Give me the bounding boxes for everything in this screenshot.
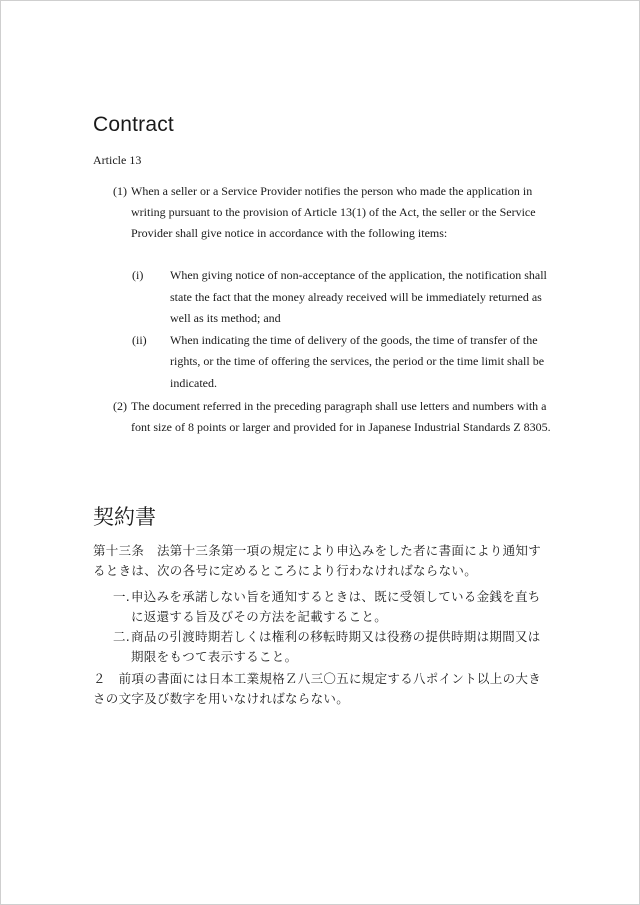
paragraph-1-number: (1) (113, 184, 127, 198)
item-number: 二. (113, 629, 131, 644)
item-list (132, 265, 562, 394)
list-item (132, 330, 562, 395)
japanese-article-text: 第十三条 法第十三条第一項の規定により申込みをした者に書面により通知するときは、次の各号に定めるところにより行わなければならない。 (93, 543, 542, 578)
article-label: Article 13 (93, 153, 142, 167)
item-text: When indicating the time of delivery of the goods, the time of transfer of the rights, or the time of offering the services, the period or the time limit shall be indicated. (170, 332, 545, 390)
list-item (132, 265, 562, 330)
japanese-paragraph-2: ２ 前項の書面には日本工業規格Ｚ八三〇五に規定する八ポイント以上の大きさの文字及び数字を用いなければならない。 (93, 671, 542, 706)
paragraph-2 (113, 396, 563, 438)
item-text: When giving notice of non-acceptance of the application, the notification shall state the fact that the money already received will be immediately returned as well as its method; and (170, 268, 547, 325)
item-text: 申込みを承諾しない旨を通知するときは、既に受領している金銭を直ちに返還する旨及びその方法を記載すること。 (131, 589, 541, 624)
japanese-title: 契約書 (93, 505, 156, 529)
item-number: 一. (113, 589, 131, 604)
item-number: (ii) (132, 332, 147, 347)
english-title: Contract (93, 113, 174, 136)
paragraph-1 (113, 181, 563, 244)
item-text: 商品の引渡時期若しくは権利の移転時期又は役務の提供時期は期間又は期限をもつて表示すること。 (131, 629, 541, 664)
item-number: (i) (132, 268, 144, 282)
japanese-item-list (113, 587, 549, 667)
list-item (113, 587, 549, 627)
paragraph-2-text: The document referred in the preceding paragraph shall use letters and numbers with a font size of 8 points or larger and provided for in Japanese Industrial Standards Z 8305. (131, 399, 551, 434)
paragraph-1-text: When a seller or a Service Provider notifies the person who made the application in writing pursuant to the provision of Article 13(1) of the Act, the seller or the Service Provider shall give notice in accordance with the following items: (131, 184, 536, 240)
list-item (113, 627, 549, 667)
paragraph-2-number: (2) (113, 399, 127, 413)
